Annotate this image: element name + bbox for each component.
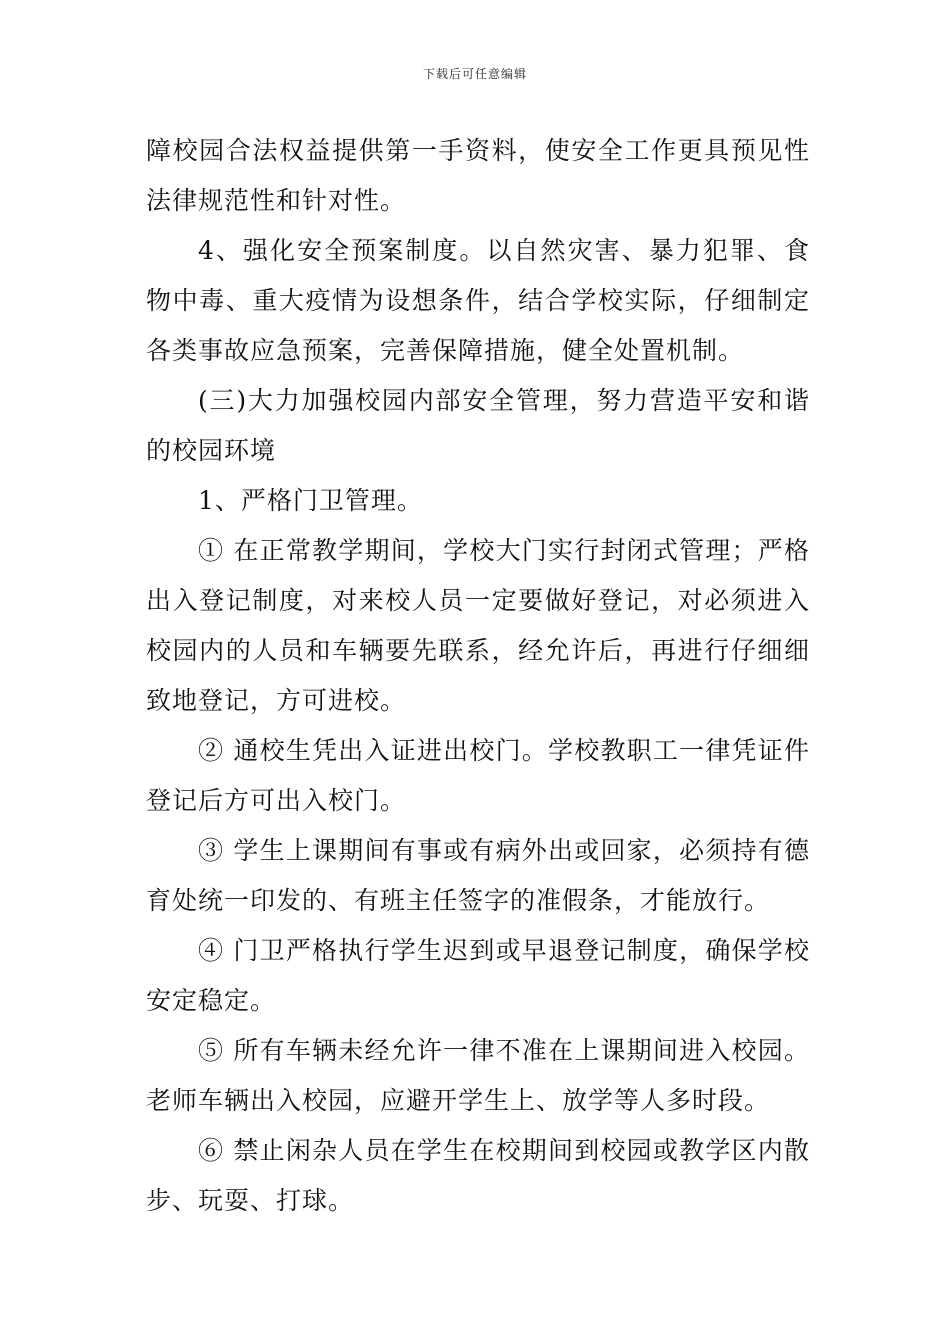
paragraph-subitem-1: ① 在正常教学期间，学校大门实行封闭式管理；严格出入登记制度，对来校人员一定要做好登记，对必须进入校园内的人员和车辆要先联系，经允许后，再进行仔细细致地登记，方可进校。 bbox=[146, 536, 810, 715]
document-body bbox=[146, 126, 810, 1226]
paragraph-item-4: 4、强化安全预案制度。以自然灾害、暴力犯罪、食物中毒、重大疫情为设想条件，结合学校实际，仔细制定各类事故应急预案，完善保障措施，健全处置机制。 bbox=[146, 236, 810, 365]
paragraph-subitem-5: ⑤ 所有车辆未经允许一律不准在上课期间进入校园。老师车辆出入校园，应避开学生上、放学等人多时段。 bbox=[146, 1036, 810, 1115]
paragraph-subitem-2: ② 通校生凭出入证进出校门。学校教职工一律凭证件登记后方可出入校门。 bbox=[146, 736, 810, 815]
paragraph-item-1: 1、严格门卫管理。 bbox=[198, 486, 423, 515]
paragraph-subitem-4: ④ 门卫严格执行学生迟到或早退登记制度，确保学校安定稳定。 bbox=[146, 936, 810, 1015]
paragraph-continuation: 障校园合法权益提供第一手资料，使安全工作更具预见性法律规范性和针对性。 bbox=[146, 136, 810, 215]
section-heading-3: (三)大力加强校园内部安全管理，努力营造平安和谐的校园环境 bbox=[146, 386, 810, 465]
paragraph-subitem-6: ⑥ 禁止闲杂人员在学生在校期间到校园或教学区内散步、玩耍、打球。 bbox=[146, 1136, 810, 1215]
paragraph-subitem-3: ③ 学生上课期间有事或有病外出或回家，必须持有德育处统一印发的、有班主任签字的准假条，才能放行。 bbox=[146, 836, 810, 915]
page-header: 下载后可任意编辑 bbox=[422, 67, 527, 81]
